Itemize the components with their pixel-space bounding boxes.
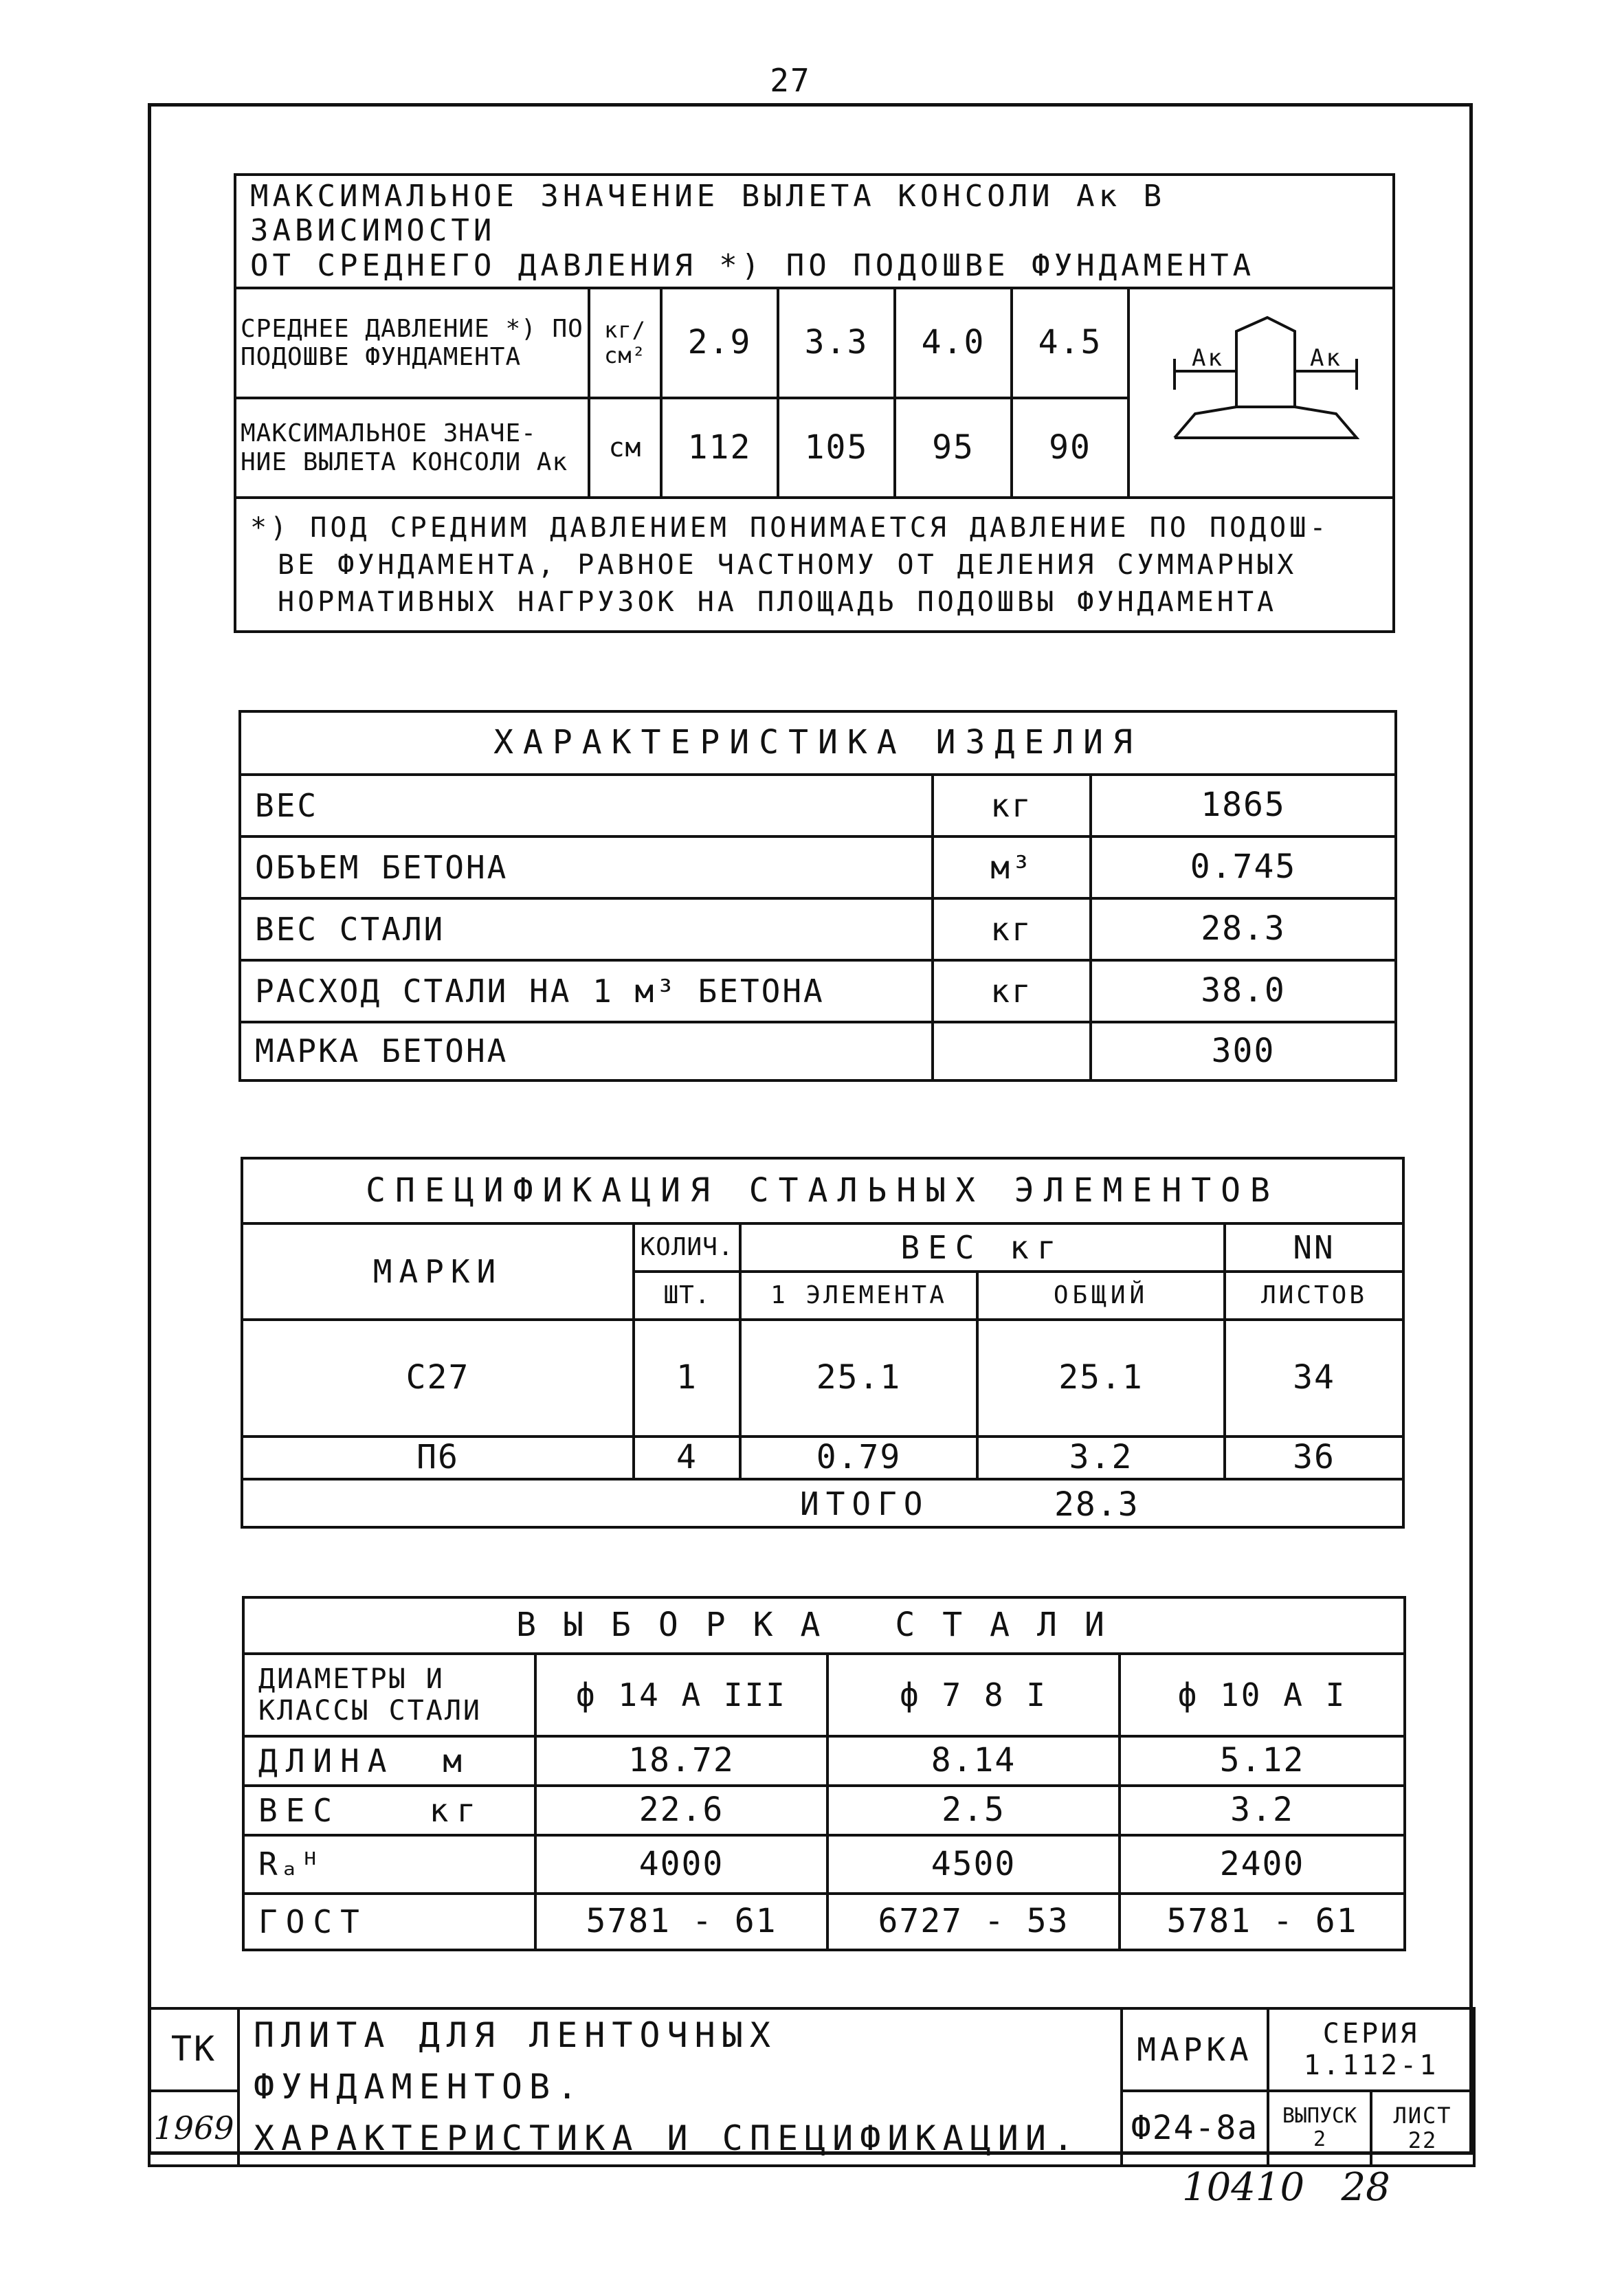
spec-total-value: 28.3 <box>1054 1485 1139 1524</box>
steel-header-label-1: ДИАМЕТРЫ И <box>258 1663 445 1695</box>
title-block-mark-value: Ф24-8а <box>1122 2091 1268 2166</box>
title-block-issue-value: 2 <box>1313 2127 1326 2152</box>
foundation-sketch <box>1128 288 1394 498</box>
steel-value: 6727 - 53 <box>827 1894 1120 1950</box>
spec-row-qty: 4 <box>634 1437 740 1479</box>
steel-row-label: Rₐᴴ <box>243 1835 535 1894</box>
spec-row-sheet: 34 <box>1225 1320 1403 1437</box>
console-title-line1: МАКСИМАЛЬНОЕ ЗНАЧЕНИЕ ВЫЛЕТА КОНСОЛИ Ак В ЗАВИСИМОСТИ <box>250 178 1166 249</box>
product-row-unit: кг <box>933 775 1091 836</box>
title-block-mark-label: МАРКА <box>1122 2008 1268 2091</box>
pressure-label-1: СРЕДНЕЕ ДАВЛЕНИЕ *) ПО <box>241 314 583 343</box>
overhang-label-1: МАКСИМАЛЬНОЕ ЗНАЧЕ- <box>241 419 537 448</box>
title-block-series-label: СЕРИЯ <box>1322 2017 1420 2050</box>
steel-row-label: ГОСТ <box>243 1894 535 1950</box>
product-row-unit: кг <box>933 960 1091 1022</box>
title-block-title-line1: ПЛИТА ДЛЯ ЛЕНТОЧНЫХ ФУНДАМЕНТОВ. <box>254 2015 777 2107</box>
steel-col-3: ф 10 А I <box>1120 1654 1405 1736</box>
product-table-title: ХАРАКТЕРИСТИКА ИЗДЕЛИЯ <box>240 711 1396 775</box>
steel-col-2: ф 7 8 I <box>827 1654 1120 1736</box>
spec-row-elem: 25.1 <box>740 1320 977 1437</box>
product-row-name: ВЕС СТАЛИ <box>240 898 933 960</box>
steel-value: 5781 - 61 <box>535 1894 827 1950</box>
overhang-value: 105 <box>778 398 895 498</box>
overhang-unit: см <box>589 398 661 498</box>
spec-col-qty: КОЛИЧ. <box>634 1223 740 1272</box>
product-row-value: 0.745 <box>1091 836 1396 898</box>
spec-row-mark: П6 <box>242 1437 634 1479</box>
console-title-line2: ОТ СРЕДНЕГО ДАВЛЕНИЯ *) ПО ПОДОШВЕ ФУНДАМЕНТА <box>250 247 1256 283</box>
product-row-name: РАСХОД СТАЛИ НА 1 м³ БЕТОНА <box>240 960 933 1022</box>
pressure-label-2: ПОДОШВЕ ФУНДАМЕНТА <box>241 343 522 371</box>
product-row-name: МАРКА БЕТОНА <box>240 1022 933 1080</box>
steel-value: 5.12 <box>1120 1736 1405 1786</box>
steel-col-1: ф 14 А III <box>535 1654 827 1736</box>
spec-row-total: 3.2 <box>977 1437 1225 1479</box>
product-row-name: ОБЪЕМ БЕТОНА <box>240 836 933 898</box>
pressure-value: 2.9 <box>661 288 778 398</box>
sketch-label-right: Ак <box>1310 344 1342 372</box>
steel-value: 3.2 <box>1120 1786 1405 1835</box>
steel-value: 2.5 <box>827 1786 1120 1835</box>
product-row-value: 28.3 <box>1091 898 1396 960</box>
steel-row-unit: кг <box>429 1791 485 1829</box>
spec-row-qty: 1 <box>634 1320 740 1437</box>
title-block-title-line2: ХАРАКТЕРИСТИКА И СПЕЦИФИКАЦИИ. <box>254 2118 1081 2158</box>
steel-header-label-2: КЛАССЫ СТАЛИ <box>258 1695 482 1727</box>
product-row-unit: кг <box>933 898 1091 960</box>
spec-table <box>241 1157 1405 1529</box>
overhang-value: 90 <box>1012 398 1128 498</box>
spec-col-weight-total: ОБЩИЙ <box>977 1272 1225 1320</box>
foundation-sketch-drawing <box>1130 290 1391 496</box>
product-row-name: ВЕС <box>240 775 933 836</box>
steel-value: 4000 <box>535 1835 827 1894</box>
title-block-year: 1969 <box>149 2091 238 2166</box>
footnote-line3: НОРМАТИВНЫХ НАГРУЗОК НА ПЛОЩАДЬ ПОДОШВЫ ФУНДАМЕНТА <box>278 586 1278 618</box>
footnote-line1: *) ПОД СРЕДНИМ ДАВЛЕНИЕМ ПОНИМАЕТСЯ ДАВЛЕНИЕ ПО ПОДОШ- <box>250 511 1330 544</box>
pressure-value: 3.3 <box>778 288 895 398</box>
overhang-label-2: НИЕ ВЫЛЕТА КОНСОЛИ Ак <box>241 447 568 476</box>
spec-table-title: СПЕЦИФИКАЦИЯ СТАЛЬНЫХ ЭЛЕМЕНТОВ <box>242 1158 1403 1223</box>
spec-col-sheets: ЛИСТОВ <box>1225 1272 1403 1320</box>
title-block-series-value: 1.112-1 <box>1303 2049 1439 2081</box>
steel-value: 2400 <box>1120 1835 1405 1894</box>
overhang-value: 95 <box>895 398 1012 498</box>
spec-col-sheets-nn: NN <box>1225 1223 1403 1272</box>
product-row-unit <box>933 1022 1091 1080</box>
product-row-unit: м³ <box>933 836 1091 898</box>
handwritten-archive-note: 10410 28 <box>1182 2165 1390 2210</box>
pressure-value: 4.5 <box>1012 288 1128 398</box>
console-table <box>234 173 1395 633</box>
steel-table-title: ВЫБОРКА СТАЛИ <box>243 1597 1405 1654</box>
steel-value: 18.72 <box>535 1736 827 1786</box>
spec-row-sheet: 36 <box>1225 1437 1403 1479</box>
spec-col-weight: ВЕС кг <box>740 1223 1225 1272</box>
pressure-unit: кг/см² <box>589 288 661 398</box>
steel-row-unit: м <box>443 1742 470 1779</box>
spec-total-label: ИТОГО <box>800 1485 930 1522</box>
product-table <box>238 710 1397 1082</box>
overhang-value: 112 <box>661 398 778 498</box>
steel-value: 22.6 <box>535 1786 827 1835</box>
steel-value: 4500 <box>827 1835 1120 1894</box>
footnote-line2: ВЕ ФУНДАМЕНТА, РАВНОЕ ЧАСТНОМУ ОТ ДЕЛЕНИЯ СУММАРНЫХ <box>278 548 1298 581</box>
steel-row-label: ВЕС <box>258 1791 341 1829</box>
pressure-value: 4.0 <box>895 288 1012 398</box>
spec-col-marks: МАРКИ <box>242 1223 634 1320</box>
title-block-org: ТК <box>149 2008 238 2091</box>
page-number: 27 <box>770 62 811 99</box>
title-block-sheet-label: ЛИСТ <box>1393 2102 1452 2129</box>
spec-col-weight-elem: 1 ЭЛЕМЕНТА <box>740 1272 977 1320</box>
title-block <box>148 2007 1476 2167</box>
steel-row-label: ДЛИНА <box>258 1742 395 1779</box>
steel-table <box>242 1596 1406 1951</box>
sketch-label-left: Ак <box>1192 344 1224 372</box>
title-block-sheet-value: 22 <box>1408 2127 1438 2154</box>
product-row-value: 38.0 <box>1091 960 1396 1022</box>
product-row-value: 1865 <box>1091 775 1396 836</box>
spec-row-total: 25.1 <box>977 1320 1225 1437</box>
steel-value: 5781 - 61 <box>1120 1894 1405 1950</box>
spec-row-mark: С27 <box>242 1320 634 1437</box>
spec-row-elem: 0.79 <box>740 1437 977 1479</box>
spec-col-qty-unit: ШТ. <box>634 1272 740 1320</box>
steel-value: 8.14 <box>827 1736 1120 1786</box>
title-block-issue-label: ВЫПУСК <box>1282 2103 1357 2128</box>
product-row-value: 300 <box>1091 1022 1396 1080</box>
